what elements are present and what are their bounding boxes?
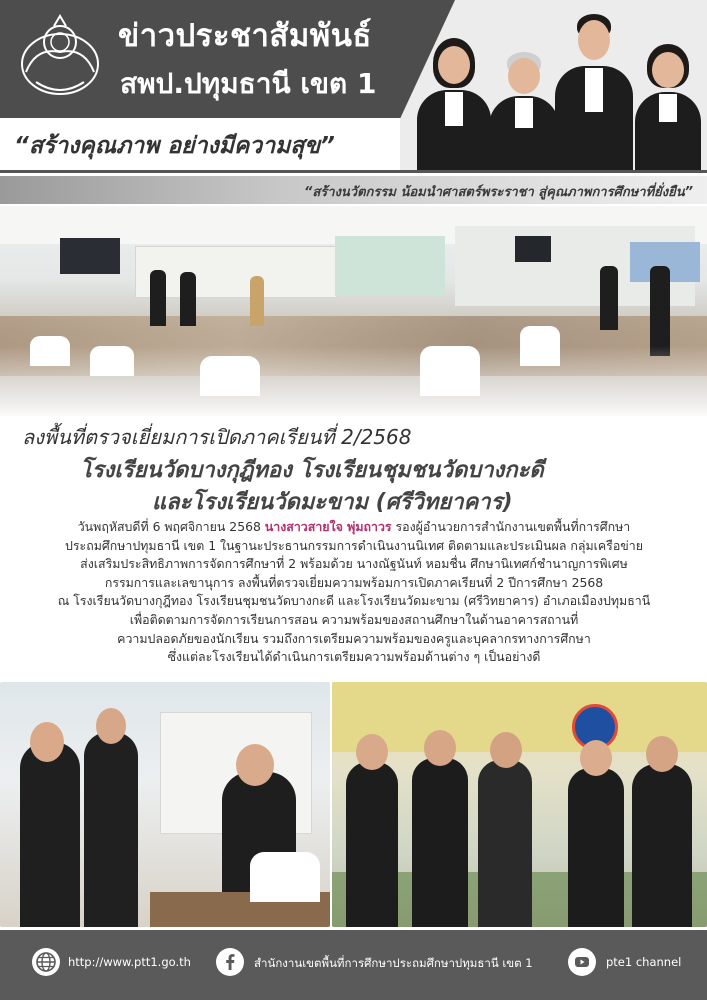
youtube-channel-link[interactable]: pte1 channel — [606, 955, 682, 969]
school-names-line-2: และโรงเรียนวัดมะขาม (ศรีวิทยาคาร) — [152, 490, 513, 515]
globe-icon — [32, 948, 60, 976]
classroom-photo — [0, 206, 707, 416]
highlighted-name: นางสาวสายใจ พุ่มถาวร — [264, 519, 392, 534]
body-line-1: วันพฤหัสบดีที่ 6 พฤศจิกายน 2568 นางสาวสายใจ พุ่มถาวร รองผู้อำนวยการสำนักงานเขตพื้นที่การศึกษา — [77, 519, 631, 534]
event-heading: ลงพื้นที่ตรวจเยี่ยมการเปิดภาคเรียนที่ 2/2568 — [22, 425, 412, 449]
body-line-5: ณ โรงเรียนวัดบางกุฎีทอง โรงเรียนชุมชนวัดบางกะดี และโรงเรียนวัดมะขาม (ศรีวิทยาคาร) อำเภอเมืองปทุมธานี — [57, 593, 651, 609]
facebook-icon — [216, 948, 244, 976]
tagline: “สร้างนวัตกรรม น้อมนำศาสตร์พระราชา สู่คุณภาพการศึกษาที่ยั่งยืน” — [303, 185, 693, 200]
school-names-line-1: โรงเรียนวัดบางกุฎีทอง โรงเรียนชุมชนวัดบางกะดี — [80, 458, 544, 483]
news-body — [24, 518, 684, 667]
body-line-3: ส่งเสริมประสิทธิภาพการจัดการศึกษาที่ 2 พร้อมด้วย นางณัฐนันท์ หอมชื่น ศึกษานิเทศก์ชำนาญการพิเศษ — [80, 556, 628, 572]
portrait-1 — [413, 32, 495, 172]
portrait-3 — [551, 10, 637, 172]
executive-portraits — [405, 0, 707, 172]
body-line-8: ซึ่งแต่ละโรงเรียนได้ดำเนินการเตรียมความพร้อมด้านต่าง ๆ เป็นอย่างดี — [167, 649, 541, 665]
classroom-visit-photo — [0, 682, 330, 927]
header-subtitle: สพป.ปทุมธานี เขต 1 — [120, 67, 377, 100]
youtube-icon — [568, 948, 596, 976]
body-line-7: ความปลอดภัยของนักเรียน รวมถึงการเตรียมความพร้อมของครูและบุคลากรทางการศึกษา — [117, 630, 591, 646]
facebook-page-link[interactable]: สำนักงานเขตพื้นที่การศึกษาประถมศึกษาปทุมธานี เขต 1 — [254, 956, 533, 970]
portrait-4 — [631, 40, 705, 172]
website-link[interactable]: http://www.ptt1.go.th — [68, 955, 191, 969]
body-line-2: ประถมศึกษาปทุมธานี เขต 1 ในฐานะประธานกรรมการดำเนินงานนิเทศ ติดตามและประเมินผล กลุ่มเครือข่าย — [65, 537, 643, 553]
office-emblem-icon — [16, 12, 104, 100]
divider — [0, 170, 707, 173]
group-thumbs-up-photo — [332, 682, 707, 927]
slogan: “สร้างคุณภาพ อย่างมีความสุข” — [14, 133, 335, 159]
header-title: ข่าวประชาสัมพันธ์ — [118, 18, 372, 54]
body-line-6: เพื่อติดตามการจัดการเรียนการสอน ความพร้อมของสถานศึกษาในด้านอาคารสถานที่ — [129, 611, 579, 627]
body-line-4: กรรมการและเลขานุการ ลงพื้นที่ตรวจเยี่ยมความพร้อมการเปิดภาคเรียนที่ 2 ปีการศึกษา 2568 — [104, 574, 604, 590]
